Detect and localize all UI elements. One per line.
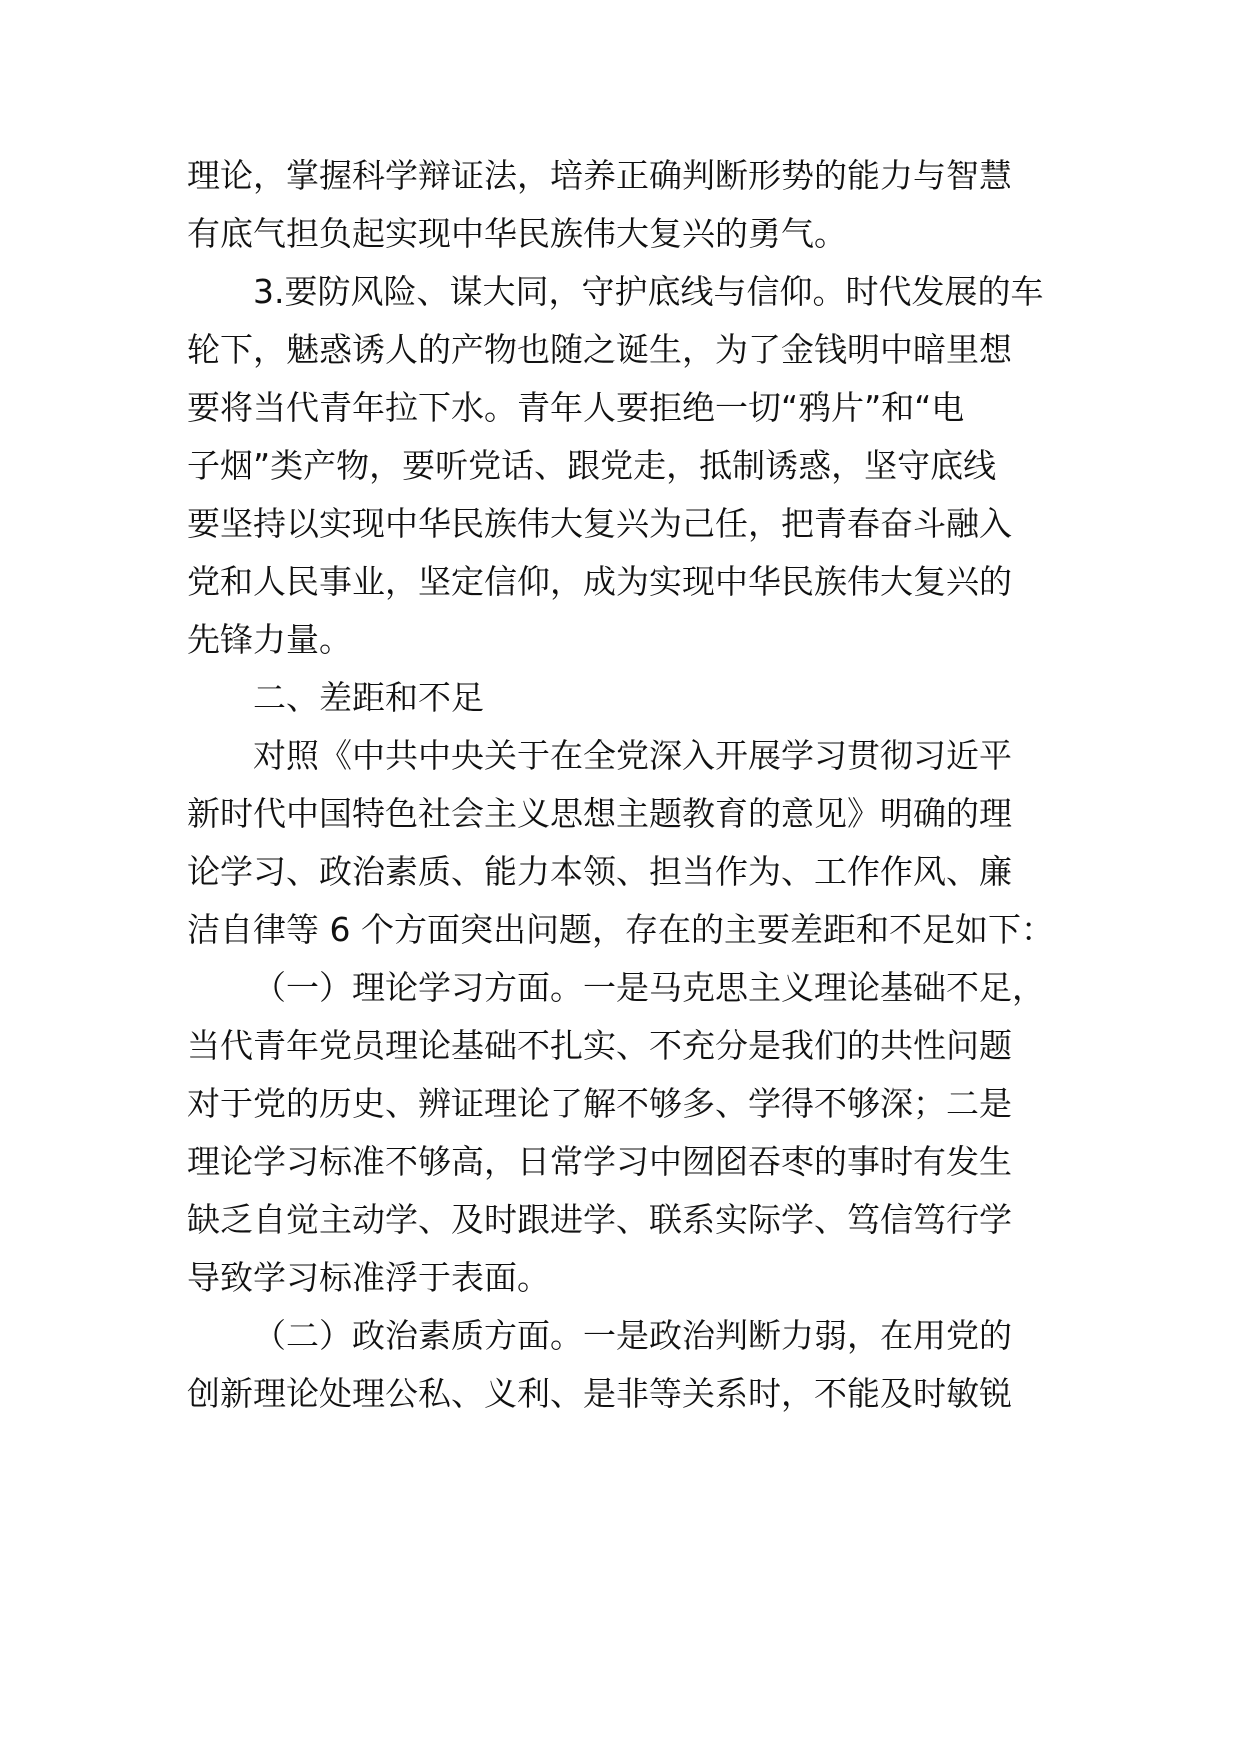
text-line: 3.要防风险、谋大同，守护底线与信仰。时代发展的车 [253,272,1044,311]
text-line: （二）政治素质方面。一是政治判断力弱，在用党的 [253,1316,1012,1355]
text-line: 创新理论处理公私、义利、是非等关系时，不能及时敏锐 [187,1374,1012,1413]
text-line: 有底气担负起实现中华民族伟大复兴的勇气。 [187,214,847,253]
text-line: 要将当代青年拉下水。青年人要拒绝一切“鸦片”和“电 [187,388,965,427]
text-line: 理论学习标准不够高，日常学习中囫囵吞枣的事时有发生 [187,1142,1012,1181]
text-line: 新时代中国特色社会主义思想主题教育的意见》明确的理 [187,794,1012,833]
text-line: 子烟”类产物，要听党话、跟党走，抵制诱惑，坚守底线 [187,446,997,485]
text-line: 轮下，魅惑诱人的产物也随之诞生，为了金钱明中暗里想 [187,330,1012,369]
text-line: 对照《中共中央关于在全党深入开展学习贯彻习近平 [253,736,1012,775]
text-line: 理论，掌握科学辩证法，培养正确判断形势的能力与智慧 [187,156,1012,195]
text-line: 对于党的历史、辨证理论了解不够多、学得不够深；二是 [187,1084,1012,1123]
text-line: 先锋力量。 [187,620,352,659]
text-line: 洁自律等 6 个方面突出问题，存在的主要差距和不足如下： [187,910,1054,949]
text-line: 论学习、政治素质、能力本领、担当作为、工作作风、廉 [187,852,1012,891]
text-line: 当代青年党员理论基础不扎实、不充分是我们的共性问题 [187,1026,1012,1065]
text-line: 党和人民事业，坚定信仰，成为实现中华民族伟大复兴的 [187,562,1012,601]
text-line: 导致学习标准浮于表面。 [187,1258,550,1297]
text-line: 缺乏自觉主动学、及时跟进学、联系实际学、笃信笃行学 [187,1200,1012,1239]
text-line: 要坚持以实现中华民族伟大复兴为己任，把青春奋斗融入 [187,504,1012,543]
text-line: （一）理论学习方面。一是马克思主义理论基础不足， [253,968,1045,1007]
section-heading: 二、差距和不足 [253,678,484,717]
